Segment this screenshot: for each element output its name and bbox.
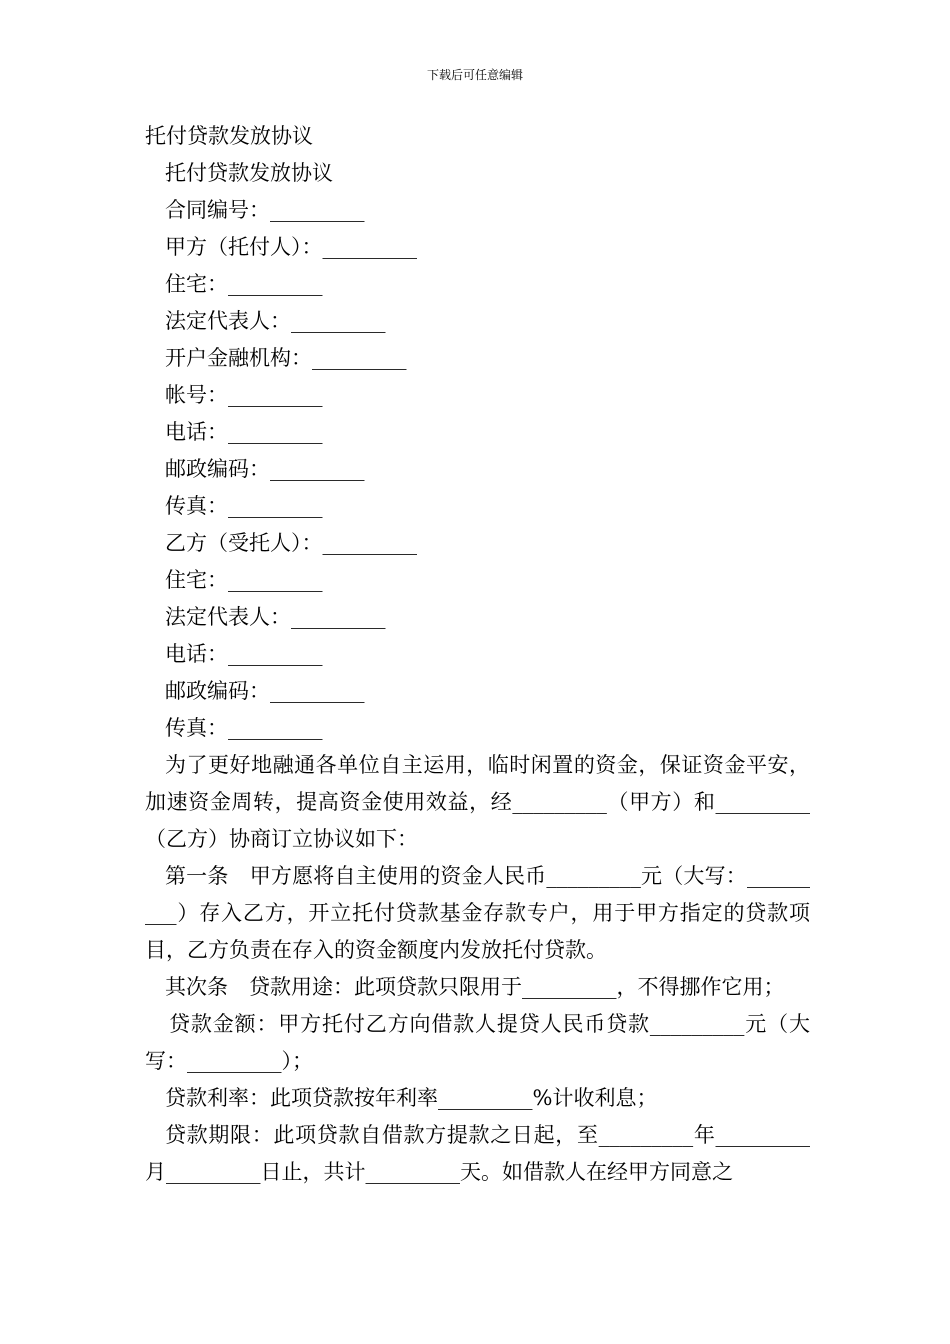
party-b-fax-line: 传真：_________ xyxy=(165,716,323,740)
loan-amount-paragraph: 贷款金额：甲方托付乙方向借款人提贷人民币贷款_________元（大写：_________）； xyxy=(145,1012,810,1073)
page-header: 下载后可任意编辑 xyxy=(426,68,523,82)
document-body xyxy=(145,118,810,1191)
contract-number-line: 合同编号：_________ xyxy=(165,198,365,222)
party-a-fax-line: 传真：_________ xyxy=(165,494,323,518)
loan-term-paragraph: 贷款期限：此项贷款自借款方提款之日起，至_________年_________月_________日止，共计_________天。如借款人在经甲方同意之 xyxy=(145,1123,810,1184)
preamble-paragraph: 为了更好地融通各单位自主运用，临时闲置的资金，保证资金平安，加速资金周转，提高资金使用效益，经_________（甲方）和_________（乙方）协商订立协议如下： xyxy=(145,753,810,851)
party-b-line: 乙方（受托人）：_________ xyxy=(165,531,417,555)
party-b-address-line: 住宅：_________ xyxy=(165,568,323,592)
article-1-paragraph: 第一条 甲方愿将自主使用的资金人民币_________元（大写：_________）存入乙方，开立托付贷款基金存款专户，用于甲方指定的贷款项目，乙方负责在存入的资金额度内发放托付贷款。 xyxy=(145,864,810,962)
party-a-postcode-line: 邮政编码：_________ xyxy=(165,457,365,481)
party-a-legal-rep-line: 法定代表人：_________ xyxy=(165,309,386,333)
party-a-account-line: 帐号：_________ xyxy=(165,383,323,407)
subtitle-line: 托付贷款发放协议 xyxy=(165,161,333,185)
loan-rate-paragraph: 贷款利率：此项贷款按年利率_________%计收利息； xyxy=(165,1086,658,1110)
party-b-phone-line: 电话：_________ xyxy=(165,642,323,666)
party-a-phone-line: 电话：_________ xyxy=(165,420,323,444)
article-2-paragraph: 其次条 贷款用途：此项贷款只限用于_________，不得挪作它用； xyxy=(165,975,785,999)
document-title: 托付贷款发放协议 xyxy=(145,124,313,148)
party-b-postcode-line: 邮政编码：_________ xyxy=(165,679,365,703)
party-a-bank-line: 开户金融机构：_________ xyxy=(165,346,407,370)
party-a-line: 甲方（托付人）：_________ xyxy=(165,235,417,259)
party-a-address-line: 住宅：_________ xyxy=(165,272,323,296)
party-b-legal-rep-line: 法定代表人：_________ xyxy=(165,605,386,629)
